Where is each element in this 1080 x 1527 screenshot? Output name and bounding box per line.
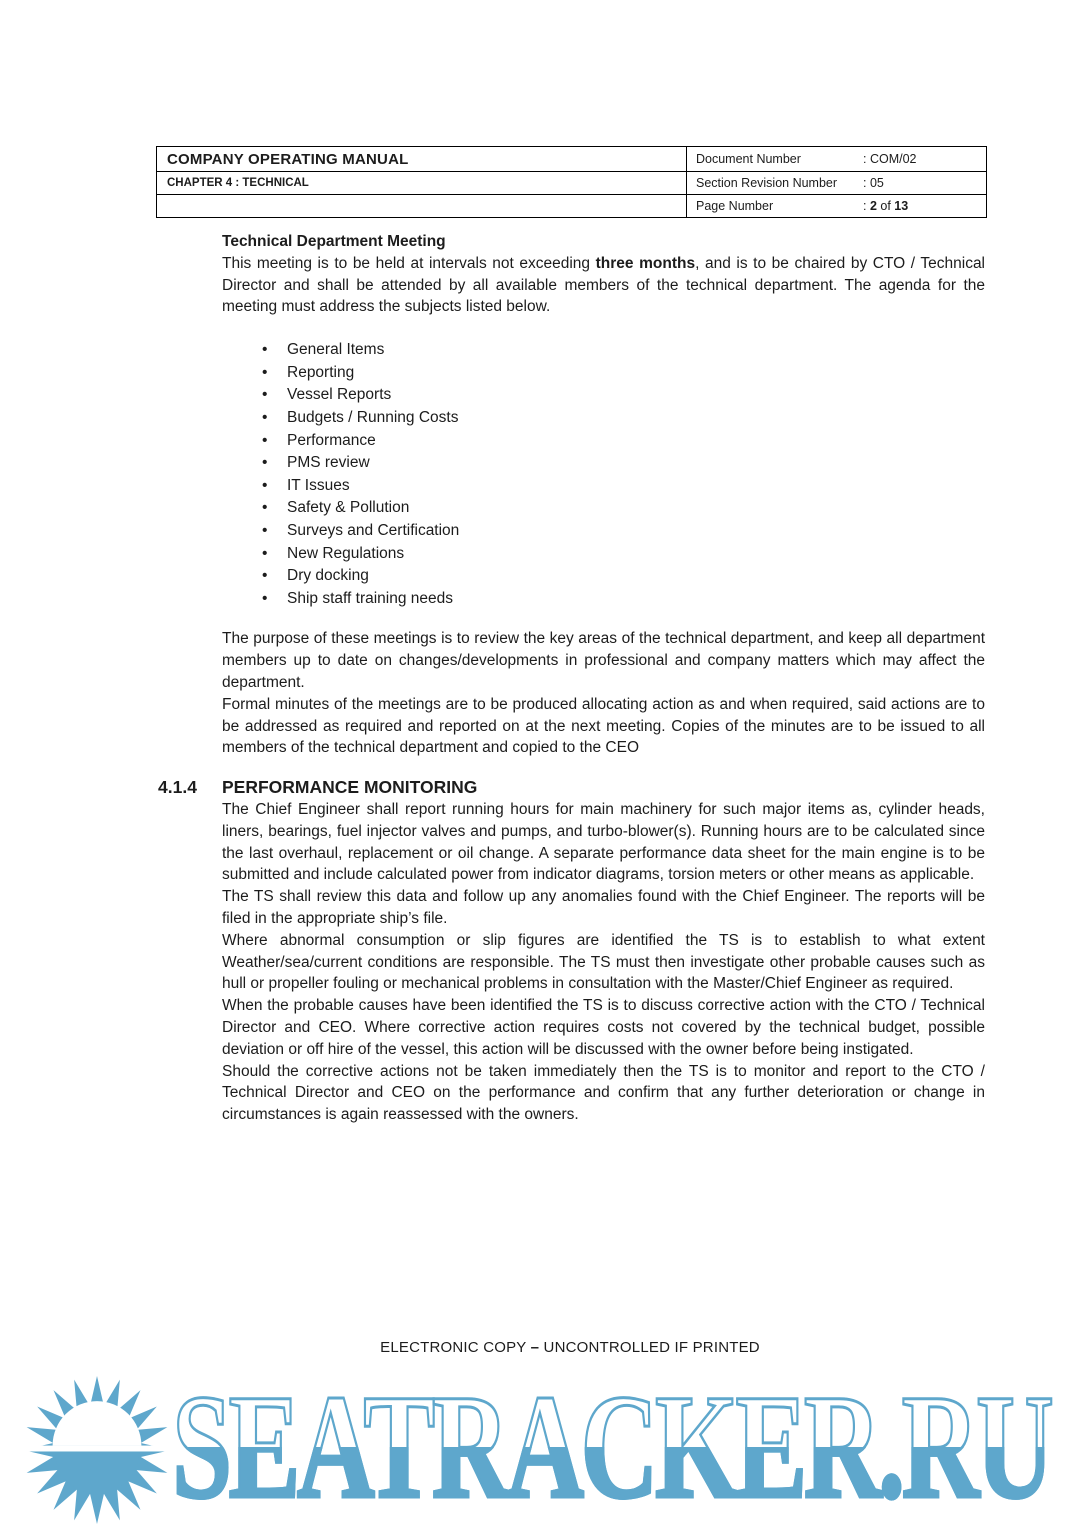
purpose-paragraph: The purpose of these meetings is to review the key areas of the technical department, and keep all department members up to date on changes/developments in professional and company matters which may affect the department. — [222, 630, 985, 691]
minutes-paragraph: Formal minutes of the meetings are to be produced allocating action as and when required, said actions are to be addressed as required and reported on at the next meeting. Copies of the minutes are to be issued to all members of the technical department and copied to the CEO — [222, 695, 985, 757]
document-body — [158, 231, 986, 1126]
list-item: • Vessel Reports — [222, 384, 985, 407]
list-item: • IT Issues — [222, 475, 985, 498]
sun-logo-icon — [23, 1376, 171, 1524]
list-item: • Performance — [222, 430, 985, 453]
section-paragraph: Where abnormal consumption or slip figures are identified the TS is to establish to what extent Weather/sea/current conditions are responsible. The TS must then investigate other probable causes such as hull or propeller fouling or mechanical problems in consultation with the Master/Chief Engineer as required. — [222, 931, 985, 993]
chapter-cell — [157, 171, 687, 194]
document-header-table — [156, 146, 987, 218]
intro-paragraph: This meeting is to be held at intervals not exceeding three months, and is to be chaired by CTO / Technical Director and shall be attended by all available members of the technical department. The agenda for the meeting must address the subjects listed below. — [222, 254, 986, 316]
page-number-label: Page Number — [696, 199, 774, 213]
list-item: • Budgets / Running Costs — [222, 407, 985, 430]
section-number: 4.1.4 — [158, 777, 197, 798]
agenda-bullet-list — [222, 339, 985, 610]
watermark-text: SEATRACKER.RU — [172, 1364, 1051, 1527]
chapter-title: CHAPTER 4 : TECHNICAL — [167, 177, 309, 189]
manual-title: COMPANY OPERATING MANUAL — [167, 150, 409, 168]
empty-cell — [157, 194, 687, 217]
list-item: • General Items — [222, 339, 985, 362]
section-performance-monitoring — [158, 775, 985, 1126]
list-item: • Safety & Pollution — [222, 497, 985, 520]
document-number-label: Document Number — [696, 152, 801, 166]
section-title: PERFORMANCE MONITORING — [222, 777, 478, 798]
list-item: • Reporting — [222, 362, 985, 385]
header-title-cell — [157, 147, 687, 171]
page-current: 2 — [869, 199, 877, 213]
meeting-heading: Technical Department Meeting — [222, 233, 446, 250]
list-item: • New Regulations — [222, 543, 985, 566]
section-paragraph: When the probable causes have been identified the TS is to discuss corrective action with the CTO / Technical Director and CEO. Where corrective action requires costs not covered by the technical budget, possible deviation or off hire of the vessel, this action will be discussed with the owner before being instigated. — [222, 997, 985, 1058]
document-number-value: : COM/02 — [863, 152, 917, 166]
revision-value: : 05 — [863, 176, 884, 190]
sun-waterline — [23, 1446, 171, 1452]
list-item: • Surveys and Certification — [222, 520, 985, 543]
list-item: • PMS review — [222, 452, 985, 475]
intro-bold-phrase: three months — [595, 254, 696, 272]
dash: – — [530, 1339, 540, 1356]
electronic-copy-notice: ELECTRONIC COPY – UNCONTROLLED IF PRINTED — [380, 1339, 760, 1356]
document-number-cell — [687, 147, 986, 171]
revision-cell — [687, 171, 986, 194]
section-paragraph: The Chief Engineer shall report running hours for main machinery for such major items as, cylinder heads, liners, bearings, fuel injector valves and pumps, and turbo-blower(s). Running hours are to be calculated since the last overhaul, replacement or oil change. A separate performance data sheet for the main engine is to be submitted and include calculated power from indicator diagrams, torsion meters or other means as applicable. — [222, 801, 985, 884]
list-item: • Ship staff training needs — [222, 588, 985, 611]
section-paragraph: Should the corrective actions not be taken immediately then the TS is to monitor and report to the CTO / Technical Director and CEO on the performance and confirm that any further deterioration or change in circumstances is again reassessed with the owners. — [222, 1062, 985, 1124]
revision-label: Section Revision Number — [696, 176, 838, 190]
page-number-value: : 2 of 13 — [863, 199, 909, 213]
list-item: • Dry docking — [222, 565, 985, 588]
section-paragraph: The TS shall review this data and follow up any anomalies found with the Chief Engineer. The reports will be filed in the appropriate ship’s file. — [222, 888, 985, 928]
page-total: 13 — [894, 199, 909, 213]
page-number-cell — [687, 194, 986, 217]
